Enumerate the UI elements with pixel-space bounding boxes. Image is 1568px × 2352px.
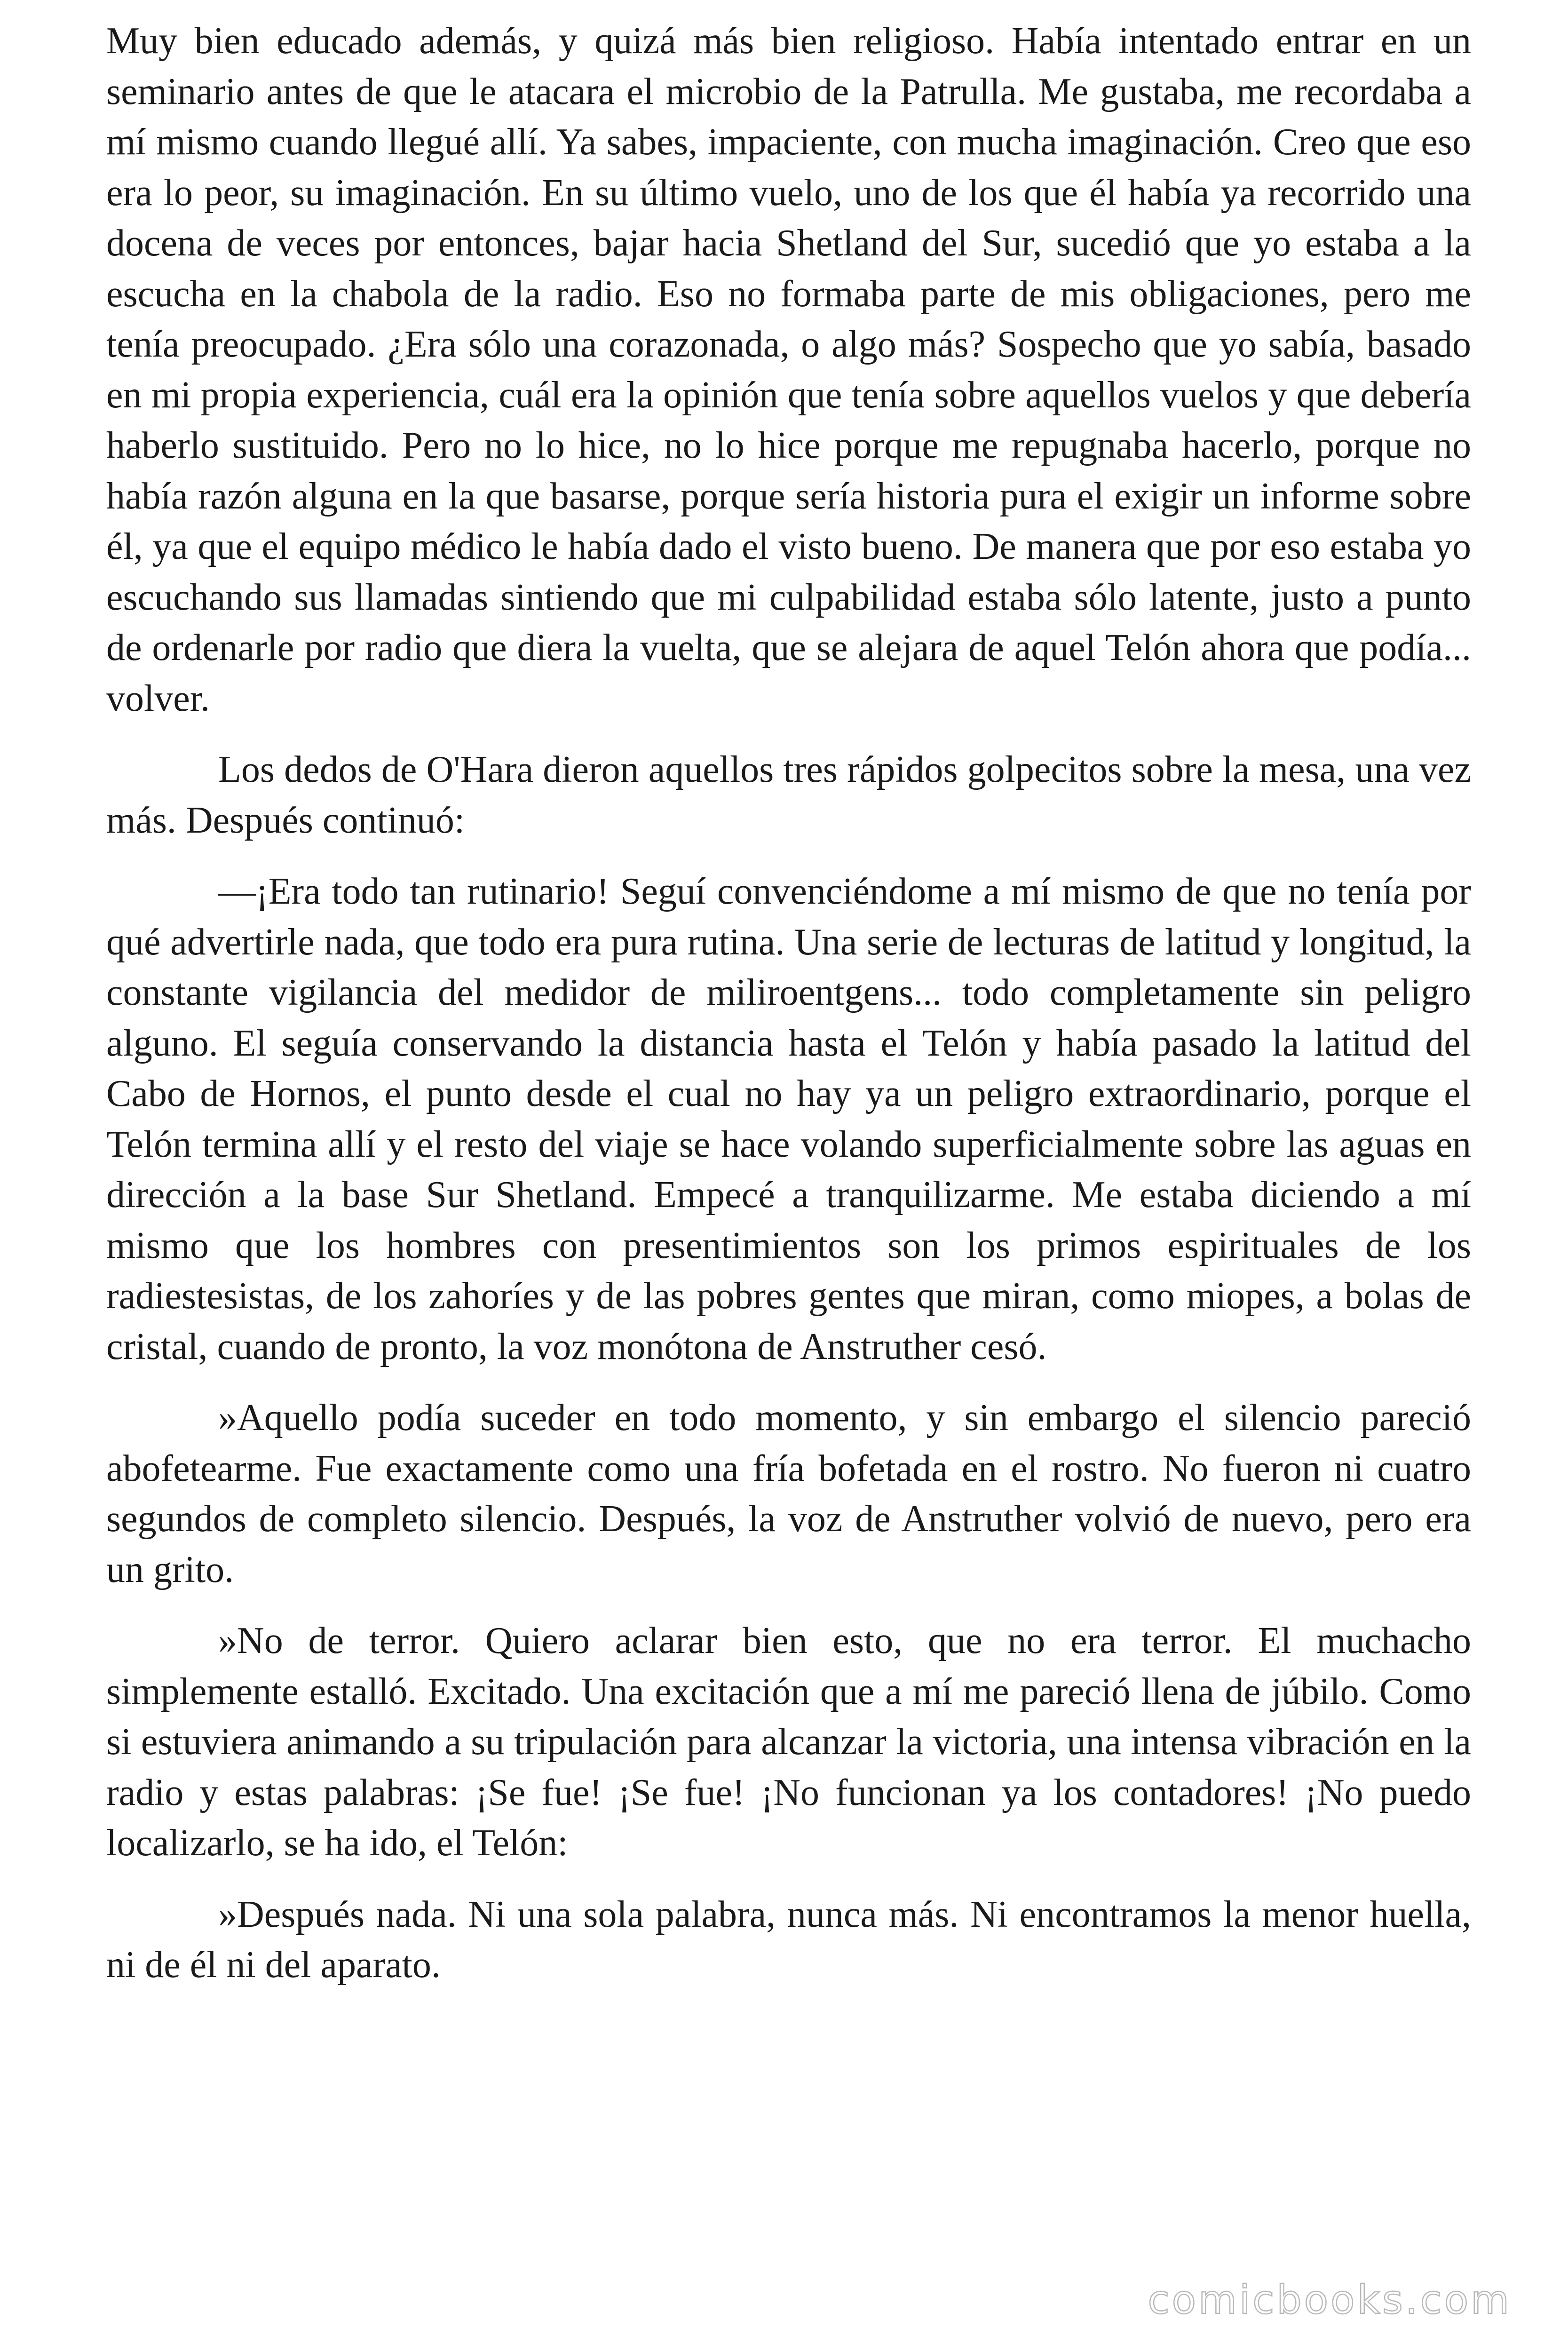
paragraph-5: »No de terror. Quiero aclarar bien esto, que no era terror. El muchacho simplemente estalló. Excitado. Una excitación que a mí me pareció llena de júbilo. Como si estuviera animando a su tripulación para alcanzar la victoria, una intensa vibración en la radio y estas palabras: ¡Se fue! ¡Se fue! ¡No funcionan ya los contadores! ¡No puedo localizarlo, se ha ido, el Telón: — [106, 1620, 1471, 1864]
watermark: comicbooks.com — [1148, 2277, 1512, 2323]
body-text — [106, 16, 1471, 2011]
paragraph-3: —¡Era todo tan rutinario! Seguí convenciéndome a mí mismo de que no tenía por qué advertirle nada, que todo era pura rutina. Una serie de lecturas de latitud y longitud, la constante vigilancia del medidor de miliroentgens... todo completamente sin peligro alguno. El seguía conservando la distancia hasta el Telón y había pasado la latitud del Cabo de Hornos, el punto desde el cual no hay ya un peligro extraordinario, porque el Telón termina allí y el resto del viaje se hace volando superficialmente sobre las aguas en dirección a la base Sur Shetland. Empecé a tranquilizarme. Me estaba diciendo a mí mismo que los hombres con presentimientos son los primos espirituales de los radiestesistas, de los zahoríes y de las pobres gentes que miran, como miopes, a bolas de cristal, cuando de pronto, la voz monótona de Anstruther cesó. — [106, 871, 1471, 1367]
paragraph-2: Los dedos de O'Hara dieron aquellos tres rápidos golpecitos sobre la mesa, una vez más. Después continuó: — [106, 749, 1471, 841]
paragraph-4: »Aquello podía suceder en todo momento, y sin embargo el silencio pareció abofetearme. Fue exactamente como una fría bofetada en el rostro. No fueron ni cuatro segundos de completo silencio. Después, la voz de Anstruther volvió de nuevo, pero era un grito. — [106, 1397, 1471, 1590]
paragraph-1: Muy bien educado además, y quizá más bien religioso. Había intentado entrar en un seminario antes de que le atacara el microbio de la Patrulla. Me gustaba, me recordaba a mí mismo cuando llegué allí. Ya sabes, impaciente, con mucha imaginación. Creo que eso era lo peor, su imaginación. En su último vuelo, uno de los que él había ya recorrido una docena de veces por entonces, bajar hacia Shetland del Sur, sucedió que yo estaba a la escucha en la chabola de la radio. Eso no formaba parte de mis obligaciones, pero me tenía preocupado. ¿Era sólo una corazonada, o algo más? Sospecho que yo sabía, basado en mi propia experiencia, cuál era la opinión que tenía sobre aquellos vuelos y que debería haberlo sustituido. Pero no lo hice, no lo hice porque me repugnaba hacerlo, porque no había razón alguna en la que basarse, porque sería historia pura el exigir un informe sobre él, ya que el equipo médico le había dado el visto bueno. De manera que por eso estaba yo escuchando sus llamadas sintiendo que mi culpabilidad estaba sólo latente, justo a punto de ordenarle por radio que diera la vuelta, que se alejara de aquel Telón ahora que podía... volver. — [106, 20, 1471, 719]
paragraph-6: »Después nada. Ni una sola palabra, nunca más. Ni encontramos la menor huella, ni de él ni del aparato. — [106, 1893, 1471, 1986]
